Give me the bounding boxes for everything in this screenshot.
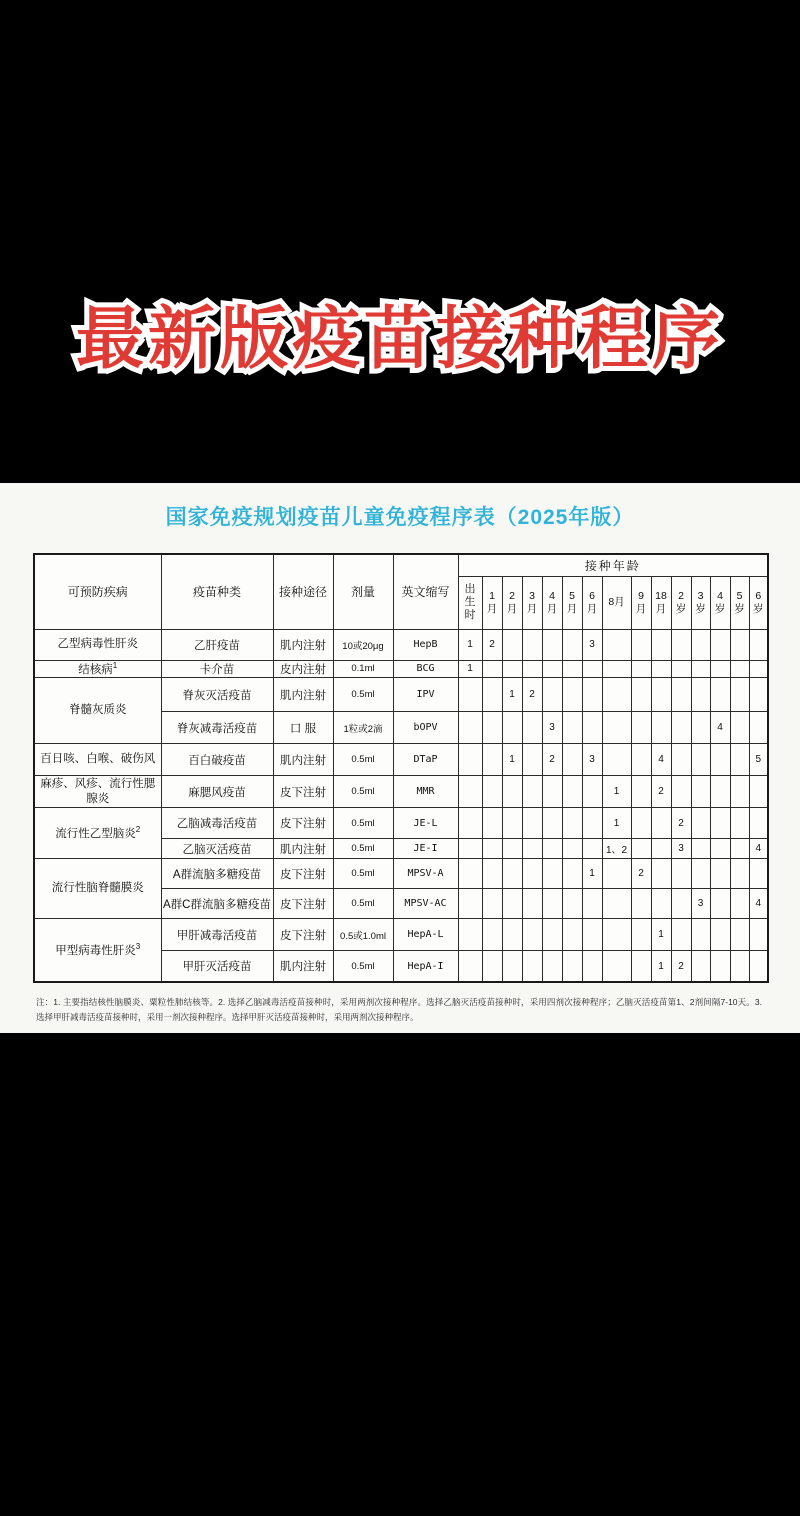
dose-number-cell <box>542 660 562 678</box>
dose-number-cell <box>502 859 522 889</box>
disease-cell: 流行性脑脊髓膜炎 <box>34 859 161 919</box>
dose-number-cell <box>458 919 482 951</box>
footnote-ref: 2 <box>135 824 141 834</box>
dose-number-cell: 3 <box>671 839 691 859</box>
dose-cell: 0.5或1.0ml <box>333 919 393 951</box>
dose-number-cell <box>671 889 691 919</box>
dose-number-cell <box>562 839 582 859</box>
dose-number-cell <box>562 678 582 712</box>
dose-number-cell: 2 <box>671 951 691 982</box>
dose-number-cell <box>671 744 691 776</box>
footnote-ref: 1 <box>112 660 118 670</box>
vaccine-cell: 麻腮风疫苗 <box>161 776 273 808</box>
dose-number-cell <box>458 678 482 712</box>
dose-number-cell: 4 <box>651 744 671 776</box>
dose-number-cell <box>542 859 562 889</box>
dose-number-cell <box>502 919 522 951</box>
dose-number-cell <box>602 889 631 919</box>
dose-number-cell <box>730 712 749 744</box>
dose-number-cell <box>522 776 542 808</box>
dose-number-cell <box>458 776 482 808</box>
abbr-cell: JE-I <box>393 839 458 859</box>
dose-number-cell <box>730 776 749 808</box>
dose-number-cell: 2 <box>651 776 671 808</box>
col-header-route: 接种途径 <box>273 554 333 629</box>
dose-number-cell <box>482 776 502 808</box>
dose-number-cell <box>522 660 542 678</box>
dose-number-cell <box>651 839 671 859</box>
dose-number-cell <box>522 951 542 982</box>
dose-cell: 0.5ml <box>333 678 393 712</box>
dose-number-cell <box>710 808 730 839</box>
dose-number-cell <box>502 629 522 660</box>
dose-number-cell <box>582 712 602 744</box>
col-header-vaccine: 疫苗种类 <box>161 554 273 629</box>
dose-number-cell <box>631 660 651 678</box>
dose-number-cell <box>502 660 522 678</box>
dose-number-cell <box>502 951 522 982</box>
dose-number-cell <box>502 889 522 919</box>
dose-cell: 0.5ml <box>333 744 393 776</box>
dose-number-cell <box>562 808 582 839</box>
dose-number-cell <box>631 629 651 660</box>
dose-number-cell <box>562 919 582 951</box>
dose-number-cell: 1 <box>602 808 631 839</box>
dose-number-cell <box>710 889 730 919</box>
table-row <box>34 919 768 951</box>
dose-number-cell <box>651 712 671 744</box>
dose-number-cell <box>602 859 631 889</box>
dose-number-cell <box>730 629 749 660</box>
dose-number-cell: 2 <box>671 808 691 839</box>
dose-number-cell <box>651 660 671 678</box>
abbr-cell: MMR <box>393 776 458 808</box>
dose-number-cell <box>582 776 602 808</box>
col-header-age-4岁: 4 岁 <box>710 576 730 629</box>
route-cell: 皮内注射 <box>273 660 333 678</box>
dose-number-cell <box>749 776 768 808</box>
dose-number-cell <box>691 712 710 744</box>
dose-number-cell <box>710 951 730 982</box>
dose-number-cell <box>749 712 768 744</box>
col-header-age-6月: 6 月 <box>582 576 602 629</box>
disease-cell: 脊髓灰质炎 <box>34 678 161 744</box>
dose-number-cell <box>651 629 671 660</box>
disease-cell: 乙型病毒性肝炎 <box>34 629 161 660</box>
col-header-age-3岁: 3 岁 <box>691 576 710 629</box>
dose-cell: 0.1ml <box>333 660 393 678</box>
dose-number-cell: 1 <box>502 678 522 712</box>
dose-number-cell <box>582 919 602 951</box>
dose-number-cell: 1、2 <box>602 839 631 859</box>
disease-cell: 百日咳、白喉、破伤风 <box>34 744 161 776</box>
dose-number-cell: 2 <box>482 629 502 660</box>
dose-number-cell <box>730 678 749 712</box>
vaccine-cell: 甲肝减毒活疫苗 <box>161 919 273 951</box>
route-cell: 皮下注射 <box>273 889 333 919</box>
dose-number-cell <box>671 859 691 889</box>
dose-number-cell <box>749 919 768 951</box>
dose-number-cell <box>691 744 710 776</box>
dose-number-cell <box>582 951 602 982</box>
dose-number-cell <box>562 859 582 889</box>
dose-number-cell <box>671 776 691 808</box>
vaccine-cell: 乙肝疫苗 <box>161 629 273 660</box>
dose-number-cell <box>631 808 651 839</box>
dose-number-cell: 1 <box>582 859 602 889</box>
dose-number-cell: 2 <box>522 678 542 712</box>
dose-number-cell <box>730 808 749 839</box>
table-row <box>34 776 768 808</box>
dose-number-cell <box>582 839 602 859</box>
col-header-dose: 剂量 <box>333 554 393 629</box>
vaccine-cell: 脊灰灭活疫苗 <box>161 678 273 712</box>
dose-number-cell <box>482 859 502 889</box>
col-header-age-3月: 3 月 <box>522 576 542 629</box>
route-cell: 肌内注射 <box>273 678 333 712</box>
dose-number-cell <box>522 839 542 859</box>
dose-number-cell <box>522 712 542 744</box>
dose-number-cell <box>671 919 691 951</box>
col-header-age-2岁: 2 岁 <box>671 576 691 629</box>
dose-number-cell <box>691 839 710 859</box>
dose-number-cell <box>602 744 631 776</box>
dose-number-cell <box>710 629 730 660</box>
dose-number-cell <box>502 808 522 839</box>
col-header-disease: 可预防疾病 <box>34 554 161 629</box>
dose-number-cell <box>562 744 582 776</box>
dose-number-cell <box>631 678 651 712</box>
route-cell: 肌内注射 <box>273 951 333 982</box>
dose-number-cell <box>542 919 562 951</box>
dose-number-cell <box>730 744 749 776</box>
dose-number-cell <box>542 951 562 982</box>
dose-number-cell <box>602 951 631 982</box>
dose-number-cell <box>482 678 502 712</box>
dose-number-cell <box>602 712 631 744</box>
dose-number-cell <box>482 889 502 919</box>
abbr-cell: HepA-L <box>393 919 458 951</box>
dose-number-cell <box>710 839 730 859</box>
table-row <box>34 678 768 712</box>
dose-number-cell <box>562 712 582 744</box>
abbr-cell: MPSV-AC <box>393 889 458 919</box>
dose-number-cell <box>602 660 631 678</box>
abbr-cell: BCG <box>393 660 458 678</box>
dose-number-cell <box>542 678 562 712</box>
dose-number-cell <box>522 808 542 839</box>
dose-number-cell <box>631 889 651 919</box>
dose-number-cell <box>631 919 651 951</box>
dose-number-cell: 1 <box>502 744 522 776</box>
dose-number-cell <box>482 951 502 982</box>
route-cell: 皮下注射 <box>273 919 333 951</box>
dose-number-cell <box>482 808 502 839</box>
dose-number-cell <box>749 808 768 839</box>
disease-cell: 结核病$^1$ <box>34 660 161 678</box>
dose-number-cell: 3 <box>542 712 562 744</box>
dose-number-cell <box>710 919 730 951</box>
dose-cell: 0.5ml <box>333 776 393 808</box>
dose-number-cell <box>458 744 482 776</box>
dose-number-cell <box>730 951 749 982</box>
page-title: 最新版疫苗接种程序 最新版疫苗接种程序 <box>0 294 800 384</box>
col-header-age-6岁: 6 岁 <box>749 576 768 629</box>
col-header-age-group: 接种年龄 <box>458 554 768 576</box>
table-title: 国家免疫规划疫苗儿童免疫程序表（2025年版） <box>165 506 635 529</box>
dose-number-cell: 3 <box>582 744 602 776</box>
vaccine-cell: 乙脑减毒活疫苗 <box>161 808 273 839</box>
vaccine-cell: A群流脑多糖疫苗 <box>161 859 273 889</box>
dose-number-cell <box>671 678 691 712</box>
dose-number-cell <box>730 839 749 859</box>
dose-number-cell <box>631 951 651 982</box>
table-header-row-1 <box>34 554 768 576</box>
dose-number-cell <box>631 744 651 776</box>
dose-number-cell <box>542 629 562 660</box>
abbr-cell: DTaP <box>393 744 458 776</box>
dose-number-cell <box>542 808 562 839</box>
dose-number-cell: 1 <box>458 629 482 660</box>
dose-number-cell <box>482 919 502 951</box>
col-header-age-9月: 9 月 <box>631 576 651 629</box>
dose-cell: 0.5ml <box>333 951 393 982</box>
col-header-age-5岁: 5 岁 <box>730 576 749 629</box>
dose-number-cell <box>562 776 582 808</box>
dose-number-cell: 2 <box>542 744 562 776</box>
dose-cell: 0.5ml <box>333 889 393 919</box>
content-panel <box>0 483 800 1033</box>
dose-cell: 0.5ml <box>333 839 393 859</box>
dose-number-cell <box>691 776 710 808</box>
abbr-cell: MPSV-A <box>393 859 458 889</box>
vaccine-cell: 乙脑灭活疫苗 <box>161 839 273 859</box>
dose-number-cell <box>522 859 542 889</box>
abbr-cell: IPV <box>393 678 458 712</box>
dose-number-cell <box>562 660 582 678</box>
dose-number-cell <box>582 660 602 678</box>
dose-number-cell <box>730 859 749 889</box>
dose-number-cell <box>458 808 482 839</box>
table-row <box>34 744 768 776</box>
dose-number-cell <box>562 889 582 919</box>
route-cell: 肌内注射 <box>273 744 333 776</box>
dose-number-cell <box>582 678 602 712</box>
col-header-age-8月: 8月 <box>602 576 631 629</box>
abbr-cell: JE-L <box>393 808 458 839</box>
dose-number-cell <box>502 776 522 808</box>
dose-number-cell <box>458 712 482 744</box>
dose-number-cell <box>562 629 582 660</box>
dose-number-cell <box>651 889 671 919</box>
dose-number-cell <box>542 839 562 859</box>
dose-number-cell <box>749 678 768 712</box>
col-header-age-5月: 5 月 <box>562 576 582 629</box>
dose-number-cell <box>671 629 691 660</box>
dose-number-cell <box>522 629 542 660</box>
col-header-age-1月: 1 月 <box>482 576 502 629</box>
dose-cell: 10或20μg <box>333 629 393 660</box>
route-cell: 皮下注射 <box>273 859 333 889</box>
dose-number-cell: 4 <box>710 712 730 744</box>
dose-cell: 0.5ml <box>333 808 393 839</box>
dose-number-cell <box>691 859 710 889</box>
dose-number-cell: 1 <box>602 776 631 808</box>
dose-number-cell <box>671 660 691 678</box>
dose-number-cell <box>710 744 730 776</box>
abbr-cell: bOPV <box>393 712 458 744</box>
dose-number-cell <box>651 808 671 839</box>
dose-number-cell <box>730 919 749 951</box>
dose-number-cell: 5 <box>749 744 768 776</box>
dose-number-cell <box>671 712 691 744</box>
dose-number-cell <box>631 712 651 744</box>
dose-number-cell <box>631 776 651 808</box>
dose-number-cell <box>651 859 671 889</box>
dose-number-cell <box>582 808 602 839</box>
col-header-age-2月: 2 月 <box>502 576 522 629</box>
vaccine-schedule-table <box>33 553 769 983</box>
dose-number-cell <box>458 889 482 919</box>
dose-number-cell <box>602 919 631 951</box>
vaccine-cell: 脊灰减毒活疫苗 <box>161 712 273 744</box>
abbr-cell: HepB <box>393 629 458 660</box>
col-header-age-18月: 18 月 <box>651 576 671 629</box>
route-cell: 皮下注射 <box>273 776 333 808</box>
dose-number-cell <box>522 919 542 951</box>
abbr-cell: HepA-I <box>393 951 458 982</box>
footnote: 注：1. 主要指结核性脑膜炎、粟粒性肺结核等。2. 选择乙脑减毒活疫苗接种时，采用两剂次接种程序。选择乙脑灭活疫苗接种时，采用四剂次接种程序；乙脑灭活疫苗第1、2剂间隔7-10天。3. 选择甲肝减毒活疫苗接种时，采用一剂次接种程序。选择甲肝灭活疫苗接种时，采用两剂次接种程序。 <box>36 997 762 1023</box>
disease-cell: 麻疹、风疹、流行性腮腺炎 <box>34 776 161 808</box>
dose-number-cell <box>482 660 502 678</box>
footnote-ref: 3 <box>135 941 141 951</box>
dose-number-cell <box>631 839 651 859</box>
dose-number-cell <box>482 712 502 744</box>
dose-number-cell: 3 <box>691 889 710 919</box>
dose-number-cell <box>749 629 768 660</box>
vaccine-cell: 百白破疫苗 <box>161 744 273 776</box>
dose-number-cell: 4 <box>749 839 768 859</box>
dose-number-cell <box>730 889 749 919</box>
dose-number-cell <box>710 678 730 712</box>
vaccine-cell: 甲肝灭活疫苗 <box>161 951 273 982</box>
col-header-abbr: 英文缩写 <box>393 554 458 629</box>
dose-number-cell <box>602 629 631 660</box>
dose-number-cell <box>482 744 502 776</box>
dose-number-cell <box>651 678 671 712</box>
dose-number-cell <box>502 839 522 859</box>
table-row <box>34 660 768 678</box>
dose-number-cell: 2 <box>631 859 651 889</box>
dose-number-cell <box>458 839 482 859</box>
disease-cell: 流行性乙型脑炎$^2$ <box>34 808 161 859</box>
col-header-age-4月: 4 月 <box>542 576 562 629</box>
dose-number-cell <box>691 629 710 660</box>
disease-cell: 甲型病毒性肝炎$^3$ <box>34 919 161 982</box>
dose-number-cell <box>691 808 710 839</box>
dose-number-cell <box>691 919 710 951</box>
dose-number-cell: 1 <box>651 951 671 982</box>
route-cell: 口 服 <box>273 712 333 744</box>
route-cell: 肌内注射 <box>273 629 333 660</box>
dose-number-cell <box>522 744 542 776</box>
route-cell: 肌内注射 <box>273 839 333 859</box>
dose-cell: 1粒或2滴 <box>333 712 393 744</box>
dose-number-cell <box>482 839 502 859</box>
table-row <box>34 808 768 839</box>
dose-number-cell <box>542 776 562 808</box>
route-cell: 皮下注射 <box>273 808 333 839</box>
dose-number-cell <box>582 889 602 919</box>
dose-cell: 0.5ml <box>333 859 393 889</box>
dose-number-cell <box>502 712 522 744</box>
dose-number-cell <box>522 889 542 919</box>
dose-number-cell <box>691 660 710 678</box>
dose-number-cell <box>710 776 730 808</box>
dose-number-cell: 4 <box>749 889 768 919</box>
table-row <box>34 629 768 660</box>
dose-number-cell <box>562 951 582 982</box>
vaccine-cell: 卡介苗 <box>161 660 273 678</box>
table-row <box>34 859 768 889</box>
dose-number-cell <box>749 951 768 982</box>
vaccine-cell: A群C群流脑多糖疫苗 <box>161 889 273 919</box>
dose-number-cell <box>710 859 730 889</box>
dose-number-cell: 1 <box>458 660 482 678</box>
dose-number-cell: 1 <box>651 919 671 951</box>
dose-number-cell: 3 <box>582 629 602 660</box>
dose-number-cell <box>458 951 482 982</box>
dose-number-cell <box>749 859 768 889</box>
dose-number-cell <box>542 889 562 919</box>
dose-number-cell <box>458 859 482 889</box>
dose-number-cell <box>602 678 631 712</box>
dose-number-cell <box>691 678 710 712</box>
dose-number-cell <box>691 951 710 982</box>
dose-number-cell <box>749 660 768 678</box>
dose-number-cell <box>730 660 749 678</box>
dose-number-cell <box>710 660 730 678</box>
col-header-age-出生时: 出 生 时 <box>458 576 482 629</box>
